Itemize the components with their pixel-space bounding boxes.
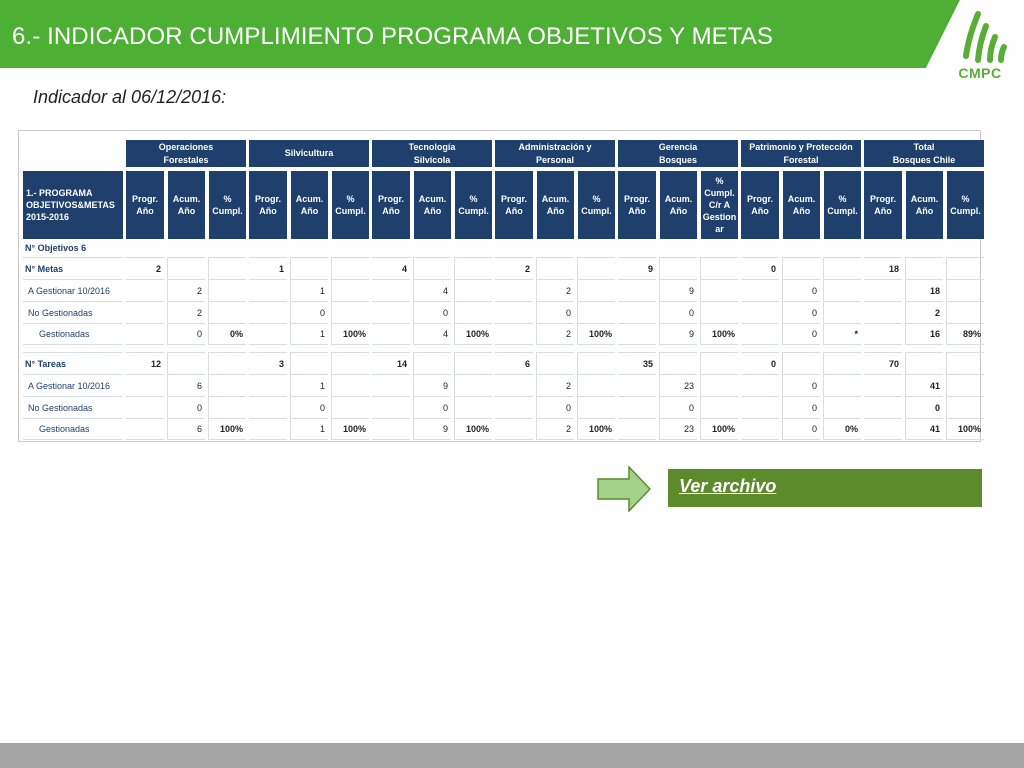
- value-cell: [577, 301, 615, 323]
- objetivos-count: N° Objetivos 6: [25, 243, 87, 253]
- value-cell: [577, 396, 615, 418]
- value-cell: 14: [372, 352, 410, 374]
- value-cell: [700, 396, 738, 418]
- group-header-line2: Personal: [535, 154, 575, 165]
- row-label: A Gestionar 10/2016: [23, 279, 123, 301]
- value-cell: [700, 352, 738, 374]
- value-cell: 100%: [577, 323, 615, 345]
- value-cell: 18: [864, 257, 902, 279]
- value-cell: 100%: [946, 418, 984, 440]
- value-cell: [249, 374, 287, 396]
- value-cell: [741, 396, 779, 418]
- value-cell: 1: [290, 418, 328, 440]
- page-title: 6.- INDICADOR CUMPLIMIENTO PROGRAMA OBJETIVOS Y METAS: [12, 23, 773, 50]
- value-cell: 2: [167, 279, 205, 301]
- value-cell: [577, 352, 615, 374]
- table-row: [23, 323, 984, 345]
- value-cell: [741, 418, 779, 440]
- value-cell: 100%: [208, 418, 246, 440]
- group-header-line1: Administración y: [518, 141, 592, 152]
- table-row: [23, 301, 984, 323]
- value-cell: [331, 301, 369, 323]
- value-cell: [454, 301, 492, 323]
- value-cell: 100%: [454, 323, 492, 345]
- row-label: No Gestionadas: [23, 396, 123, 418]
- value-cell: 35: [618, 352, 656, 374]
- value-cell: [208, 352, 246, 374]
- value-cell: [536, 352, 574, 374]
- value-cell: [454, 257, 492, 279]
- value-cell: *: [823, 323, 861, 345]
- value-cell: [495, 418, 533, 440]
- value-cell: [741, 301, 779, 323]
- value-cell: [126, 396, 164, 418]
- value-cell: [618, 374, 656, 396]
- value-cell: 23: [659, 374, 697, 396]
- value-cell: 0: [905, 396, 943, 418]
- value-cell: 4: [372, 257, 410, 279]
- value-cell: [700, 257, 738, 279]
- value-cell: [823, 257, 861, 279]
- value-cell: 9: [659, 279, 697, 301]
- value-cell: 1: [249, 257, 287, 279]
- value-cell: [864, 323, 902, 345]
- value-cell: 4: [413, 279, 451, 301]
- value-cell: [864, 279, 902, 301]
- subheader-cumpl: % Cumpl.: [823, 171, 861, 239]
- value-cell: [782, 257, 820, 279]
- value-cell: [946, 352, 984, 374]
- value-cell: 0%: [208, 323, 246, 345]
- value-cell: [126, 374, 164, 396]
- value-cell: [495, 279, 533, 301]
- value-cell: [823, 301, 861, 323]
- value-cell: [331, 279, 369, 301]
- value-cell: 0: [413, 396, 451, 418]
- ver-archivo-link[interactable]: Ver archivo: [668, 469, 982, 507]
- value-cell: 2: [905, 301, 943, 323]
- header-bar: [0, 0, 1024, 68]
- value-cell: 100%: [577, 418, 615, 440]
- value-cell: 2: [126, 257, 164, 279]
- value-cell: [741, 374, 779, 396]
- subheader-progr: Progr. Año: [618, 171, 656, 239]
- value-cell: 0: [290, 396, 328, 418]
- value-cell: 2: [536, 418, 574, 440]
- value-cell: 0: [290, 301, 328, 323]
- subheader-acum: Acum. Año: [782, 171, 820, 239]
- value-cell: [249, 396, 287, 418]
- value-cell: [208, 279, 246, 301]
- value-cell: [372, 396, 410, 418]
- value-cell: [618, 301, 656, 323]
- value-cell: [905, 352, 943, 374]
- value-cell: [413, 257, 451, 279]
- value-cell: [495, 374, 533, 396]
- table-row: [23, 374, 984, 396]
- value-cell: 0: [167, 323, 205, 345]
- value-cell: 23: [659, 418, 697, 440]
- value-cell: 100%: [331, 323, 369, 345]
- value-cell: [495, 396, 533, 418]
- value-cell: 0: [782, 323, 820, 345]
- subheader-progr: Progr. Año: [741, 171, 779, 239]
- value-cell: [618, 396, 656, 418]
- group-header-line1: Silvicultura: [284, 148, 334, 158]
- group-header-line1: Patrimonio y Protección: [749, 141, 853, 152]
- row-label: Gestionadas: [23, 418, 123, 440]
- value-cell: 2: [167, 301, 205, 323]
- indicator-table: [20, 140, 987, 440]
- value-cell: [372, 374, 410, 396]
- value-cell: [372, 323, 410, 345]
- value-cell: 2: [536, 279, 574, 301]
- value-cell: [946, 279, 984, 301]
- value-cell: [741, 323, 779, 345]
- value-cell: [618, 418, 656, 440]
- value-cell: [208, 374, 246, 396]
- group-header-1: [249, 140, 369, 171]
- value-cell: [249, 279, 287, 301]
- table-row: [23, 257, 984, 279]
- group-header-line1: Tecnología: [408, 141, 456, 152]
- report-date-subtitle: Indicador al 06/12/2016:: [33, 87, 227, 107]
- row-label: No Gestionadas: [23, 301, 123, 323]
- value-cell: 41: [905, 374, 943, 396]
- value-cell: [864, 396, 902, 418]
- value-cell: 0: [167, 396, 205, 418]
- value-cell: [577, 257, 615, 279]
- value-cell: 1: [290, 374, 328, 396]
- value-cell: [167, 352, 205, 374]
- value-cell: [372, 301, 410, 323]
- subheader-cumpl: % Cumpl. C/r A Gestion ar: [700, 171, 738, 239]
- value-cell: 12: [126, 352, 164, 374]
- value-cell: 18: [905, 279, 943, 301]
- value-cell: 3: [249, 352, 287, 374]
- value-cell: [331, 257, 369, 279]
- value-cell: 0: [782, 396, 820, 418]
- value-cell: [167, 257, 205, 279]
- subheader-acum: Acum. Año: [659, 171, 697, 239]
- value-cell: [782, 352, 820, 374]
- value-cell: 9: [659, 323, 697, 345]
- value-cell: [208, 396, 246, 418]
- group-header-2: [372, 140, 492, 171]
- value-cell: 1: [290, 323, 328, 345]
- subheader-cumpl: % Cumpl.: [946, 171, 984, 239]
- group-header-0: [126, 140, 246, 171]
- value-cell: [454, 352, 492, 374]
- value-cell: [372, 279, 410, 301]
- value-cell: 0: [782, 279, 820, 301]
- value-cell: [126, 301, 164, 323]
- subheader-progr: Progr. Año: [495, 171, 533, 239]
- subheader-acum: Acum. Año: [413, 171, 451, 239]
- value-cell: [495, 301, 533, 323]
- value-cell: [126, 323, 164, 345]
- row-label: Gestionadas: [23, 323, 123, 345]
- corner-cell: [23, 140, 123, 171]
- value-cell: [249, 301, 287, 323]
- value-cell: [126, 418, 164, 440]
- value-cell: [208, 257, 246, 279]
- group-header-4: [618, 140, 738, 171]
- value-cell: [413, 352, 451, 374]
- subheader-cumpl: % Cumpl.: [454, 171, 492, 239]
- value-cell: [864, 418, 902, 440]
- value-cell: [536, 257, 574, 279]
- value-cell: 0: [536, 396, 574, 418]
- value-cell: [823, 279, 861, 301]
- group-header-line2: Bosques: [658, 154, 697, 165]
- value-cell: [290, 352, 328, 374]
- value-cell: [946, 257, 984, 279]
- value-cell: [823, 396, 861, 418]
- value-cell: [864, 301, 902, 323]
- value-cell: [331, 352, 369, 374]
- group-header-3: [495, 140, 615, 171]
- value-cell: [823, 352, 861, 374]
- value-cell: [700, 374, 738, 396]
- row-label: A Gestionar 10/2016: [23, 374, 123, 396]
- subheader-progr: Progr. Año: [372, 171, 410, 239]
- group-header-line2: Forestales: [163, 154, 209, 165]
- subheader-progr: Progr. Año: [864, 171, 902, 239]
- value-cell: [618, 323, 656, 345]
- value-cell: [741, 279, 779, 301]
- right-arrow-icon: [597, 466, 651, 512]
- value-cell: 9: [413, 418, 451, 440]
- value-cell: 100%: [331, 418, 369, 440]
- value-cell: 70: [864, 352, 902, 374]
- group-header-line2: Silvícola: [413, 154, 451, 165]
- table-row: [23, 279, 984, 301]
- value-cell: 0%: [823, 418, 861, 440]
- value-cell: 4: [413, 323, 451, 345]
- value-cell: 100%: [454, 418, 492, 440]
- subheader-progr: Progr. Año: [126, 171, 164, 239]
- group-header-5: [741, 140, 861, 171]
- group-header-line1: Operaciones: [158, 141, 214, 152]
- value-cell: 0: [413, 301, 451, 323]
- table-row: [23, 396, 984, 418]
- group-header-line2: Forestal: [783, 154, 819, 165]
- table-row: [23, 418, 984, 440]
- value-cell: 0: [659, 301, 697, 323]
- value-cell: 6: [495, 352, 533, 374]
- group-header-line1: Gerencia: [658, 141, 698, 152]
- subheader-acum: Acum. Año: [167, 171, 205, 239]
- value-cell: 9: [618, 257, 656, 279]
- value-cell: 0: [741, 257, 779, 279]
- value-cell: 1: [290, 279, 328, 301]
- value-cell: 100%: [700, 323, 738, 345]
- value-cell: 2: [536, 323, 574, 345]
- value-cell: 0: [782, 418, 820, 440]
- value-cell: 89%: [946, 323, 984, 345]
- subheader-cumpl: % Cumpl.: [208, 171, 246, 239]
- value-cell: [331, 396, 369, 418]
- value-cell: [454, 279, 492, 301]
- value-cell: [700, 279, 738, 301]
- subheader-acum: Acum. Año: [536, 171, 574, 239]
- value-cell: [577, 279, 615, 301]
- value-cell: 6: [167, 418, 205, 440]
- value-cell: 9: [413, 374, 451, 396]
- value-cell: [208, 301, 246, 323]
- value-cell: [331, 374, 369, 396]
- value-cell: [700, 301, 738, 323]
- value-cell: 2: [495, 257, 533, 279]
- subheader-progr: Progr. Año: [249, 171, 287, 239]
- value-cell: [864, 374, 902, 396]
- value-cell: [249, 323, 287, 345]
- value-cell: [454, 374, 492, 396]
- value-cell: [946, 374, 984, 396]
- group-header-line1: Total: [913, 141, 935, 152]
- subheader-acum: Acum. Año: [290, 171, 328, 239]
- table-row: [23, 352, 984, 374]
- value-cell: [946, 301, 984, 323]
- value-cell: 0: [659, 396, 697, 418]
- row-label: N° Metas: [23, 257, 123, 279]
- value-cell: [823, 374, 861, 396]
- value-cell: [126, 279, 164, 301]
- value-cell: [618, 279, 656, 301]
- logo-text: CMPC: [958, 65, 1002, 81]
- value-cell: [290, 257, 328, 279]
- subheader-acum: Acum. Año: [905, 171, 943, 239]
- group-header-line2: Bosques Chile: [892, 154, 956, 165]
- program-label: 1.- PROGRAMA OBJETIVOS&METAS 2015-2016: [23, 171, 123, 239]
- value-cell: 0: [782, 301, 820, 323]
- value-cell: 6: [167, 374, 205, 396]
- value-cell: [577, 374, 615, 396]
- row-label: N° Tareas: [23, 352, 123, 374]
- subheader-cumpl: % Cumpl.: [577, 171, 615, 239]
- value-cell: 2: [536, 374, 574, 396]
- value-cell: [372, 418, 410, 440]
- value-cell: 100%: [700, 418, 738, 440]
- value-cell: 0: [536, 301, 574, 323]
- value-cell: [659, 352, 697, 374]
- value-cell: 16: [905, 323, 943, 345]
- value-cell: [249, 418, 287, 440]
- value-cell: [495, 323, 533, 345]
- value-cell: [905, 257, 943, 279]
- value-cell: [946, 396, 984, 418]
- footer-bar: [0, 743, 1024, 768]
- value-cell: 41: [905, 418, 943, 440]
- group-header-6: [864, 140, 984, 171]
- subheader-cumpl: % Cumpl.: [331, 171, 369, 239]
- value-cell: [659, 257, 697, 279]
- value-cell: [454, 396, 492, 418]
- value-cell: 0: [782, 374, 820, 396]
- value-cell: 0: [741, 352, 779, 374]
